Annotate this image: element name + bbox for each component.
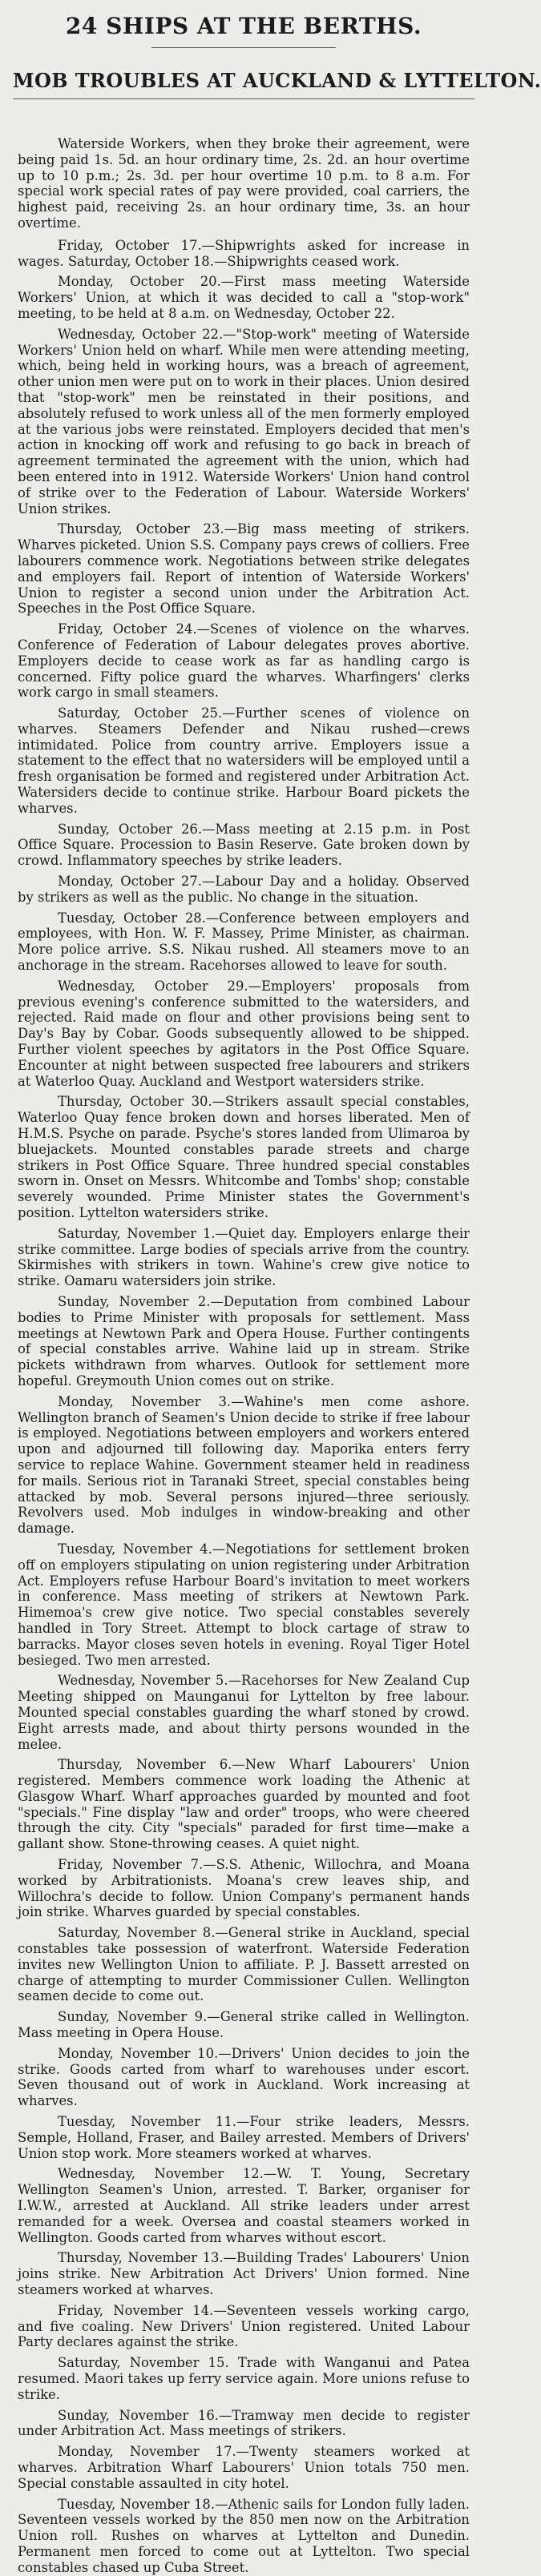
chronology-entry: Monday, October 27.—Labour Day and a holiday. Observed by strikers as well as the public. No change in the situation. xyxy=(18,874,470,905)
chronology-entry: Thursday, October 30.—Strikers assault special constables, Waterloo Quay fence broken down and horses liberated. Men of H.M.S. Psyche on parade. Psyche's stores landed from Ulimaroa by bluejackets. Mounted constables parade streets and charge strikers in Post Office Square. Three hundred special constables sworn in. Onset on Messrs. Whitcombe and Tombs' shop; constable severely wounded. Prime Minister states the Government's position. Lyttelton watersiders strike. xyxy=(18,1094,470,1220)
chronology-entry: Wednesday, October 22.—"Stop-work" meeting of Waterside Workers' Union held on wharf. While men were attending meeting, which, being held in working hours, was a breach of agreement, other union men were put on to work in their places. Union desired that "stop-work" men be reinstated in their positions, and absolutely refused to work unless all of the men formerly employed at the various jobs were reinstated. Employers decided that men's action in knocking off work and refusing to go back in breach of agreement terminated the agreement with the union, which had been entered into in 1912. Waterside Workers' Union hand control of strike over to the Federation of Labour. Waterside Workers' Union strikes. xyxy=(18,326,470,516)
chronology-entry: Saturday, November 1.—Quiet day. Employers enlarge their strike committee. Large bodies of specials arrive from the country. Skirmishes with strikers in town. Wahine's crew give notice to strike. Oamaru watersiders join strike. xyxy=(18,1225,470,1289)
chronology-entry: Monday, October 20.—First mass meeting Waterside Workers' Union, at which it was decided to call a "stop-work" meeting, to be held at 8 a.m. on Wednesday, October 22. xyxy=(18,274,470,321)
chronology-list xyxy=(18,238,470,2576)
chronology-entry: Monday, November 17.—Twenty steamers worked at wharves. Arbitration Wharf Labourers' Union totals 750 men. Special constable assaulted in city hotel. xyxy=(18,2444,470,2491)
headline-rule xyxy=(151,47,336,48)
chronology-entry: Tuesday, November 18.—Athenic sails for London fully laden. Seventeen vessels worked by the 850 men now on the Arbitration Union roll. Rushes on wharves at Lyttelton and Dunedin. Permanent men forced to come out at Lyttelton. Two special constables chased up Cuba Street. xyxy=(18,2496,470,2575)
chronology-entry: Wednesday, October 29.—Employers' proposals from previous evening's conference submitted to the watersiders, and rejected. Raid made on flour and other provisions being sent to Day's Bay by Cobar. Goods subsequently allowed to be shipped. Further violent speeches by agitators in the Post Office Square. Encounter at night between suspected free labourers and strikers at Waterloo Quay. Auckland and Westport watersiders strike. xyxy=(18,978,470,1089)
subheadline: MOB TROUBLES AT AUCKLAND & LYTTELTON. xyxy=(13,69,541,92)
chronology-entry: Friday, November 7.—S.S. Athenic, Willochra, and Moana worked by Arbitrationists. Moana's crew leaves ship, and Willochra's decide to follow. Union Company's permanent hands join strike. Wharves guarded by special constables. xyxy=(18,1857,470,1920)
chronology-entry: Thursday, November 13.—Building Trades' Labourers' Union joins strike. New Arbitration Act Drivers' Union formed. Nine steamers worked at wharves. xyxy=(18,2250,470,2297)
chronology-entry: Monday, November 10.—Drivers' Union decides to join the strike. Goods carted from wharf to warehouses under escort. Seven thousand out of work in Auckland. Work increasing at wharves. xyxy=(18,2045,470,2109)
chronology-entry: Tuesday, November 11.—Four strike leaders, Messrs. Semple, Holland, Fraser, and Bailey arrested. Members of Drivers' Union stop work. More steamers worked at wharves. xyxy=(18,2114,470,2161)
subheadline-rule xyxy=(13,98,474,99)
headline: 24 SHIPS AT THE BERTHS. xyxy=(65,13,422,39)
chronology-entry: Saturday, November 15. Trade with Wanganui and Patea resumed. Maori takes up ferry service again. More unions refuse to strike. xyxy=(18,2355,470,2402)
chronology-entry: Wednesday, November 5.—Racehorses for New Zealand Cup Meeting shipped on Maunganui for Lyttelton by free labour. Mounted special constables guarding the wharf stoned by crowd. Eight arrests made, and about thirty persons wounded in the melee. xyxy=(18,1673,470,1752)
chronology-entry: Friday, October 24.—Scenes of violence on the wharves. Conference of Federation of Labour delegates proves abortive. Employers decide to cease work as far as handling cargo is concerned. Fifty police guard the wharves. Wharfingers' clerks work cargo in small steamers. xyxy=(18,621,470,701)
chronology-entry: Friday, October 17.—Shipwrights asked for increase in wages. Saturday, October 18.—Shipwrights ceased work. xyxy=(18,237,470,269)
chronology-entry: Tuesday, October 28.—Conference between employers and employees, with Hon. W. F. Massey, Prime Minister, as chairman. More police arrive. S.S. Nikau rushed. All steamers move to an anchorage in the stream. Racehorses allowed to leave for south. xyxy=(18,910,470,974)
chronology-entry: Saturday, October 25.—Further scenes of violence on wharves. Steamers Defender and Nikau rushed—crews intimidated. Police from country arrive. Employers issue a statement to the effect that no watersiders will be employed until a fresh organisation be formed and registered under Arbitration Act. Watersiders decide to continue strike. Harbour Board pickets the wharves. xyxy=(18,705,470,816)
chronology-entry: Tuesday, November 4.—Negotiations for settlement broken off on employers stipulating on union registering under Arbitration Act. Employers refuse Harbour Board's invitation to meet workers in conference. Mass meeting of strikers at Newtown Park. Himemoa's crew give notice. Two special constables severely handled in Tory Street. Attempt to block cartage of straw to barracks. Mayor closes seven hotels in evening. Royal Tiger Hotel besieged. Two men arrested. xyxy=(18,1541,470,1668)
chronology-entry: Saturday, November 8.—General strike in Auckland, special constables take possession of waterfront. Waterside Federation invites new Wellington Union to affiliate. P. J. Bassett arrested on charge of attempting to murder Commissioner Cullen. Wellington seamen decide to come out. xyxy=(18,1925,470,2004)
chronology-entry: Sunday, November 9.—General strike called in Wellington. Mass meeting in Opera House. xyxy=(18,2009,470,2041)
chronology-entry: Thursday, November 6.—New Wharf Labourers' Union registered. Members commence work loading the Athenic at Glasgow Wharf. Wharf approaches guarded by mounted and foot "specials." Fine display "law and order" troops, who were cheered through the city. City "specials" paraded for first time—make a gallant show. Stone-throwing ceases. A quiet night. xyxy=(18,1757,470,1852)
chronology-entry: Sunday, November 16.—Tramway men decide to register under Arbitration Act. Mass meetings of strikers. xyxy=(18,2407,470,2439)
chronology-entry: Wednesday, November 12.—W. T. Young, Secretary Wellington Seamen's Union, arrested. T. Barker, organiser for I.W.W., arrested at Auckland. All strike leaders under arrest remanded for a week. Oversea and coastal steamers worked in Wellington. Goods carted from wharves without escort. xyxy=(18,2166,470,2245)
chronology-entry: Sunday, November 2.—Deputation from combined Labour bodies to Prime Minister with proposals for settlement. Mass meetings at Newtown Park and Opera House. Further contingents of special constables arrive. Wahine laid up in stream. Strike pickets withdrawn from wharves. Outlook for settlement more hopeful. Greymouth Union comes out on strike. xyxy=(18,1293,470,1388)
intro-paragraph: Waterside Workers, when they broke their agreement, were being paid 1s. 5d. an hour ordinary time, 2s. 2d. an hour overtime up to 10 p.m.; 2s. 3d. per hour overtime 10 p.m. to 8 a.m. For special work special rates of pay were provided, coal carriers, the highest paid, receiving 2s. an hour ordinary time, 3s. an hour overtime. xyxy=(18,136,470,231)
chronology-entry: Friday, November 14.—Seventeen vessels working cargo, and five coaling. New Drivers' Union registered. United Labour Party declares against the strike. xyxy=(18,2302,470,2350)
chronology-entry: Sunday, October 26.—Mass meeting at 2.15 p.m. in Post Office Square. Procession to Basin Reserve. Gate broken down by crowd. Inflammatory speeches by strike leaders. xyxy=(18,821,470,869)
chronology-entry: Monday, November 3.—Wahine's men come ashore. Wellington branch of Seamen's Union decide to strike if free labour is employed. Negotiations between employers and workers entered upon and adjourned till following day. Maporika enters ferry service to replace Wahine. Government steamer held in readiness for mails. Serious riot in Taranaki Street, special constables being attacked by mob. Several persons injured—three seriously. Revolvers used. Mob indulges in window-breaking and other damage. xyxy=(18,1393,470,1537)
chronology-entry: Thursday, October 23.—Big mass meeting of strikers. Wharves picketed. Union S.S. Company pays crews of colliers. Free labourers commence work. Negotiations between strike delegates and employers fail. Report of intention of Waterside Workers' Union to register a second union under the Arbitration Act. Speeches in the Post Office Square. xyxy=(18,521,470,617)
